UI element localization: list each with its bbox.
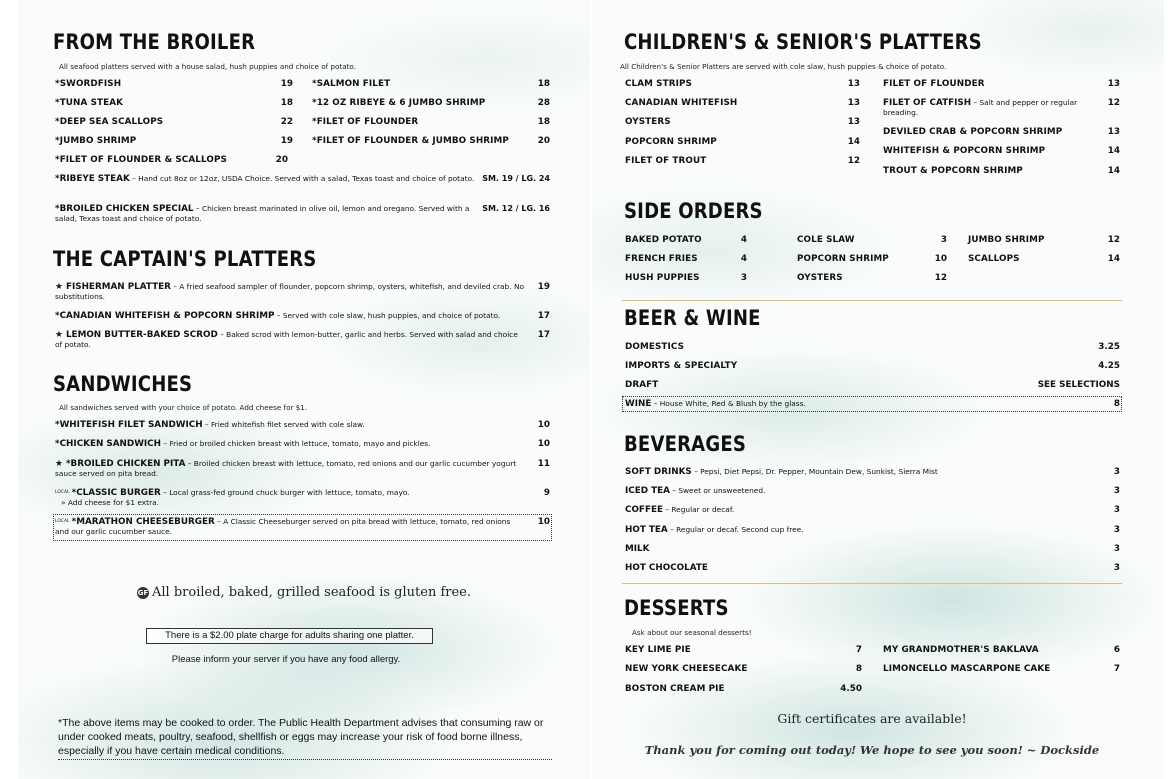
menu-item-name: *CANADIAN WHITEFISH & POPCORN SHRIMP [55,311,275,321]
menu-item: FILET OF TROUT [625,156,707,166]
local-badge: LOCAL [55,519,70,524]
menu-item-name: ICED TEA [625,486,670,496]
menu-item-name: *WHITEFISH FILET SANDWICH [55,420,203,430]
menu-item-desc: – Chicken breast marinated in olive oil, lemon and oregano. Served with a salad, Texas toast and choice of potato. [55,204,470,223]
gluten-free-text: All broiled, baked, grilled seafood is gluten free. [152,585,471,600]
menu-item-name: ★ *BROILED CHICKEN PITA [55,459,186,469]
menu-item-desc: – Regular or decaf. Second cup free. [667,525,804,534]
menu-item: KEY LIME PIE [625,645,691,655]
menu-price: 19 [280,79,293,89]
menu-item: FILET OF FLOUNDER [883,79,985,89]
menu-item: *SALMON FILET [312,79,391,89]
menu-price: 14 [1107,166,1120,176]
menu-price: 7 [1113,664,1120,674]
menu-item-sub: » Add cheese for $1 extra. [61,498,159,507]
menu-item-desc: – Fried or broiled chicken breast with lettuce, tomato, mayo and pickles. [161,439,431,448]
menu-item: LIMONCELLO MASCARPONE CAKE [883,664,1051,674]
menu-price: 4 [740,235,747,245]
menu-item [55,311,525,321]
menu-item [625,467,1075,477]
menu-item [55,439,525,449]
section-divider [622,300,1122,301]
menu-item-name: *CHICKEN SANDWICH [55,439,162,449]
menu-price: 7 [855,645,862,655]
menu-item [625,563,1075,573]
menu-item: *JUMBO SHRIMP [55,136,137,146]
menu-price: SEE SELECTIONS [1037,380,1120,390]
menu-item-desc: – Baked scrod with lemon-butter, garlic and herbs. Served with salad and choice of potato. [55,330,518,349]
captain-title: THE CAPTAIN'S PLATTERS [53,247,317,271]
menu-price: 10 [934,254,947,264]
menu-item-name: SOFT DRINKS [625,467,692,477]
menu-item-name: WINE [625,399,652,409]
menu-price: 13 [1107,79,1120,89]
broiler-title: FROM THE BROILER [53,30,256,54]
ribeye-item [55,174,475,184]
menu-item [55,517,525,537]
local-badge: LOCAL [55,490,70,495]
menu-price: 3 [1113,486,1120,496]
menu-item-name: *CLASSIC BURGER [71,488,161,498]
sides-title: SIDE ORDERS [624,199,763,223]
menu-item-desc: – Salt and pepper or regular breading. [883,98,1078,117]
menu-price: 12 [934,273,947,283]
menu-item-name: FILET OF CATFISH [883,98,972,108]
menu-item: *TUNA STEAK [55,98,124,108]
menu-price: 3 [1113,563,1120,573]
menu-price: 28 [537,98,550,108]
menu-item-desc: – Fried whitefish filet served with cole slaw. [202,420,365,429]
menu-item: MY GRANDMOTHER'S BAKLAVA [883,645,1039,655]
menu-item: POPCORN SHRIMP [625,137,717,147]
menu-item: *FILET OF FLOUNDER & JUMBO SHRIMP [312,136,509,146]
menu-item [55,488,525,508]
menu-price: 11 [537,459,550,469]
menu-item [883,98,1088,118]
broiler-note: All seafood platters served with a house salad, hush puppies and choice of potato. [59,62,356,71]
menu-price: 4.25 [1098,361,1120,371]
menu-price: 13 [847,98,860,108]
menu-item [55,459,525,479]
menu-item: POPCORN SHRIMP [797,254,889,264]
menu-price: 19 [280,136,293,146]
menu-item-desc: – Sweet or unsweetened. [669,486,766,495]
allergy-note: Please inform your server if you have any food allergy. [171,654,401,665]
menu-item-desc: – A fried seafood sampler of flounder, popcorn shrimp, oysters, whitefish, and deviled crab. No substitutions. [55,282,524,301]
menu-price: 3 [1113,525,1120,535]
menu-item: *SWORDFISH [55,79,122,89]
menu-price: 8 [1113,399,1120,409]
menu-item [625,486,1075,496]
menu-price: 3 [740,273,747,283]
sandwiches-note: All sandwiches served with your choice of potato. Add cheese for $1. [59,403,308,412]
menu-price: 10 [537,517,550,527]
menu-item-name: *RIBEYE STEAK [55,174,130,184]
menu-item-name: MILK [625,544,650,554]
menu-item [625,399,1065,409]
menu-item-desc: – Broiled chicken breast with lettuce, tomato, red onions and our garlic cucumber yogurt sauce served on pita bread. [55,459,517,478]
menu-item-name: ★ FISHERMAN PLATTER [55,282,171,292]
gift-certificates-note: Gift certificates are available! [777,711,967,726]
menu-item-name: *BROILED CHICKEN SPECIAL [55,204,194,214]
menu-item: COLE SLAW [797,235,855,245]
menu-item-name: COFFEE [625,505,663,515]
menu-item: FRENCH FRIES [625,254,698,264]
menu-item: *FILET OF FLOUNDER & SCALLOPS [55,155,227,165]
menu-price: 3 [1113,467,1120,477]
menu-item: CANADIAN WHITEFISH [625,98,738,108]
menu-price: 20 [537,136,550,146]
menu-item-name: *MARATHON CHEESEBURGER [71,517,215,527]
children-title: CHILDREN'S & SENIOR'S PLATTERS [624,30,982,54]
menu-price: 18 [537,117,550,127]
menu-price: 4 [740,254,747,264]
menu-price: 8 [855,664,862,674]
menu-price: SM. 12 / LG. 16 [482,204,550,213]
menu-item-name: ★ LEMON BUTTER-BAKED SCROD [55,330,218,340]
menu-item-desc: – Regular or decaf. [662,505,735,514]
menu-item: OYSTERS [797,273,843,283]
gluten-free-note [18,585,590,600]
menu-item [55,330,525,350]
beer-title: BEER & WINE [624,306,761,330]
menu-item-desc: – House White, Red & Blush by the glass. [651,399,806,408]
menu-item-desc: – Pepsi, Diet Pepsi, Dr. Pepper, Mountain Dew, Sunkist, Sierra Mist [691,467,938,476]
children-note: All Children's & Senior Platters are served with cole slaw, hush puppies & choice of potato. [620,62,947,71]
menu-item: WHITEFISH & POPCORN SHRIMP [883,146,1046,156]
menu-price: 14 [847,137,860,147]
menu-item: IMPORTS & SPECIALTY [625,361,738,371]
menu-price: 14 [1107,146,1120,156]
menu-item [55,420,525,430]
menu-price: 14 [1107,254,1120,264]
menu-price: SM. 19 / LG. 24 [482,174,550,183]
menu-item-name: HOT TEA [625,525,668,535]
menu-item: SCALLOPS [968,254,1020,264]
sandwiches-title: SANDWICHES [53,372,193,396]
menu-item-desc: – Local grass-fed ground chuck burger with lettuce, tomato, mayo. [160,488,410,497]
menu-price: 13 [1107,127,1120,137]
menu-item: CLAM STRIPS [625,79,692,89]
menu-price: 6 [1113,645,1120,655]
menu-item [55,282,525,302]
menu-item: *FILET OF FLOUNDER [312,117,419,127]
menu-price: 17 [537,330,550,340]
broiled-chicken-item [55,204,475,224]
menu-price: 4.50 [840,684,862,694]
menu-item: NEW YORK CHEESECAKE [625,664,748,674]
menu-price: 10 [537,439,550,449]
menu-price: 22 [280,117,293,127]
desserts-note: Ask about our seasonal desserts! [632,628,752,637]
section-divider [622,583,1122,584]
menu-item [625,505,1075,515]
menu-item: DEVILED CRAB & POPCORN SHRIMP [883,127,1063,137]
gluten-free-icon: GF [137,589,149,597]
menu-item: HUSH PUPPIES [625,273,700,283]
menu-price: 3 [940,235,947,245]
menu-price: 19 [537,282,550,292]
menu-price: 18 [280,98,293,108]
menu-item-desc: – A Classic Cheeseburger served on pita bread with lettuce, tomato, red onions and our garlic cucumber sauce. [55,517,511,536]
menu-item: *DEEP SEA SCALLOPS [55,117,164,127]
left-page [18,0,590,779]
menu-price: 12 [847,156,860,166]
menu-price: 3 [1113,505,1120,515]
menu-item-name: HOT CHOCOLATE [625,563,708,573]
plate-charge-text: There is a $2.00 plate charge for adults sharing one platter. [165,630,414,641]
menu-price: 17 [537,311,550,321]
menu-item: DRAFT [625,380,659,390]
thank-you-note: Thank you for coming out today! We hope to see you soon! ~ Dockside [644,743,1100,757]
menu-price: 12 [1107,98,1120,108]
desserts-title: DESSERTS [624,596,729,620]
menu-price: 10 [537,420,550,430]
menu-price: 3.25 [1098,342,1120,352]
menu-item: BAKED POTATO [625,235,702,245]
menu-price: 13 [847,117,860,127]
menu-item: JUMBO SHRIMP [968,235,1045,245]
health-disclaimer: *The above items may be cooked to order. The Public Health Department advises that consuming raw or under cooked meats, poultry, seafood, shellfish or eggs may increase your risk of food borne illness, especially if you have certain medical conditions. [58,716,552,760]
beverages-title: BEVERAGES [624,432,747,456]
menu-price: 3 [1113,544,1120,554]
menu-item-desc: – Served with cole slaw, hush puppies, and choice of potato. [274,311,501,320]
menu-item: DOMESTICS [625,342,685,352]
menu-price: 13 [847,79,860,89]
menu-item: *12 OZ RIBEYE & 6 JUMBO SHRIMP [312,98,486,108]
menu-price: 12 [1107,235,1120,245]
menu-item [625,525,1075,535]
menu-item: TROUT & POPCORN SHRIMP [883,166,1023,176]
menu-item-desc: – Hand cut 8oz or 12oz, USDA Choice. Served with a salad, Texas toast and choice of potato. [129,174,475,183]
menu-item: BOSTON CREAM PIE [625,684,725,694]
menu-price: 18 [537,79,550,89]
menu-price: 20 [275,155,288,165]
menu-price: 9 [543,488,550,498]
menu-item: OYSTERS [625,117,671,127]
menu-item [625,544,1075,554]
right-page [592,0,1164,779]
